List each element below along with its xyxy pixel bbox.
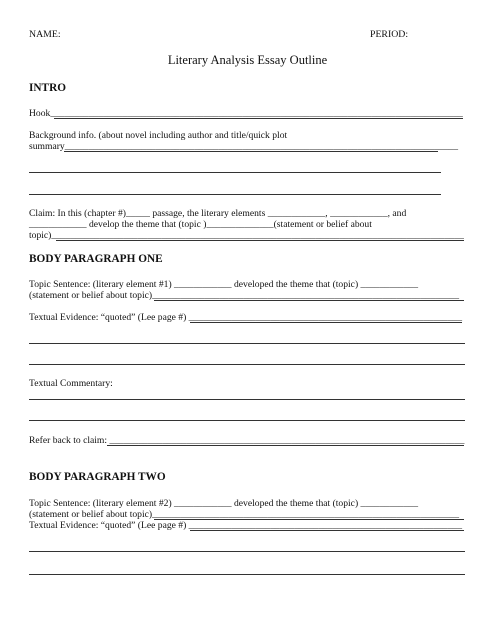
body-two-topic-line-1: Topic Sentence: (literary element #2) ____________ developed the theme that (topic) ____________ <box>29 498 419 509</box>
section-heading-intro: INTRO <box>29 82 67 94</box>
body-two-evidence-line: Textual Evidence: “quoted” (Lee page #) _________________________________________________________ <box>29 520 463 531</box>
name-label: NAME: <box>29 29 61 40</box>
body-one-evidence-underline <box>190 322 462 323</box>
body-one-blank-line-3 <box>29 399 465 400</box>
body-one-blank-line-4 <box>29 420 465 421</box>
body-two-topic-line-2: (statement or belief about topic)________________________________________________________________ <box>29 509 460 520</box>
claim-line-1: Claim: In this (chapter #)_____ passage, the literary elements ____________, ____________, and <box>29 208 407 219</box>
body-one-refer-line: Refer back to claim: __________________________________________________________________________ <box>29 435 465 446</box>
body-one-topic-underline <box>154 300 464 301</box>
page-title: Literary Analysis Essay Outline <box>167 53 328 67</box>
claim-line-2: ____________ develop the theme that (topic )______________(statement or belief about <box>29 219 372 230</box>
background-summary-line: summary__________________________________________________________________________________ <box>29 141 459 152</box>
body-one-topic-line-2: (statement or belief about topic)________________________________________________________________ <box>29 290 460 301</box>
claim-line-3: topic)______________________________________________________________________________________ <box>29 230 464 241</box>
claim-underline <box>56 240 464 241</box>
period-label: PERIOD: <box>370 29 409 40</box>
body-one-refer-underline <box>107 445 464 446</box>
section-heading-body-two: BODY PARAGRAPH TWO <box>29 471 166 483</box>
body-two-blank-line-1 <box>29 551 465 552</box>
body-one-evidence-line: Textual Evidence: “quoted” (Lee page #) _________________________________________________________ <box>29 312 463 323</box>
background-label: Background info. (about novel including author and title/quick plot <box>29 130 288 141</box>
section-heading-body-one: BODY PARAGRAPH ONE <box>29 253 163 265</box>
body-two-evidence-underline <box>190 530 464 531</box>
body-one-commentary-label: Textual Commentary: <box>29 378 113 389</box>
background-underline <box>64 151 438 152</box>
intro-blank-line-2 <box>29 194 441 195</box>
body-two-blank-line-2 <box>29 574 465 575</box>
body-one-topic-line-1: Topic Sentence: (literary element #1) ____________ developed the theme that (topic) ____________ <box>29 279 419 290</box>
hook-line: Hook______________________________________________________________________________________ <box>29 108 463 119</box>
body-one-blank-line-2 <box>29 364 465 365</box>
intro-blank-line-1 <box>29 172 441 173</box>
hook-underline <box>54 118 463 119</box>
body-one-blank-line-1 <box>29 343 465 344</box>
